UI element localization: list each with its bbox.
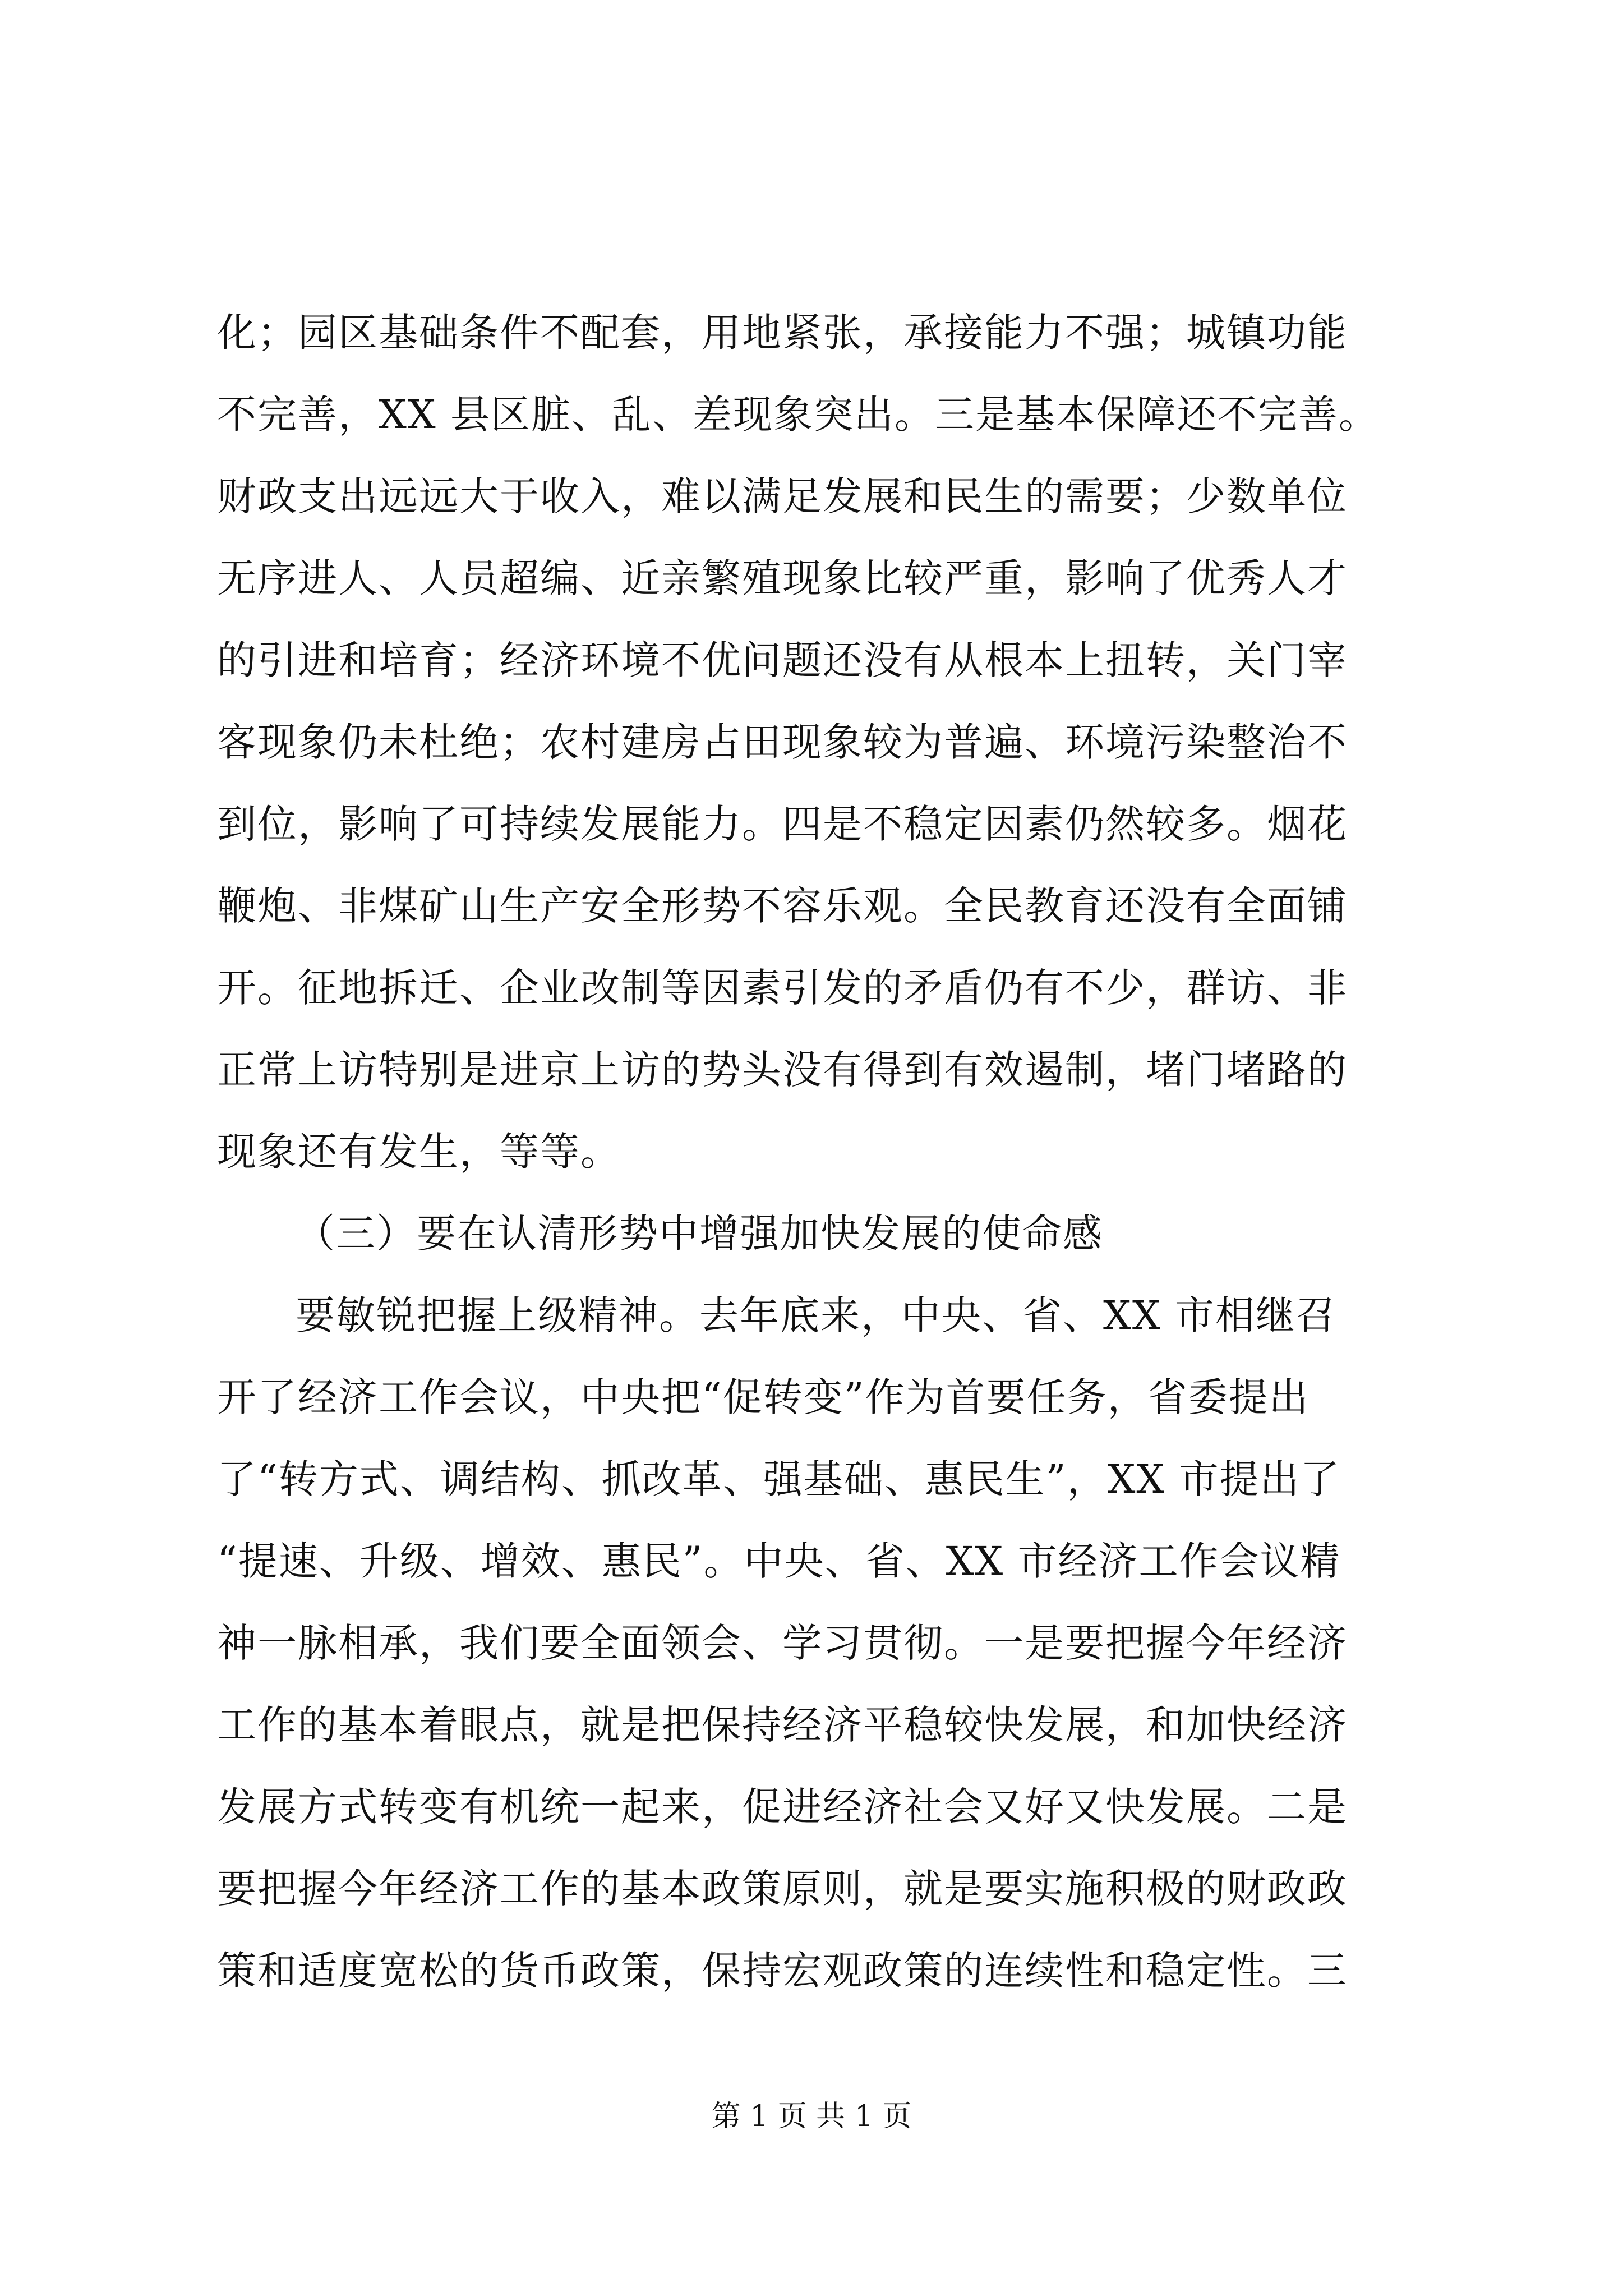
text-line: 神一脉相承，我们要全面领会、学习贯彻。一是要把握今年经济 <box>217 1620 1348 1666</box>
paragraph-first-line: 要敏锐把握上级精神。去年底来，中央、省、XX 市相继召 <box>296 1292 1336 1338</box>
text-line: 正常上访特别是进京上访的势头没有得到有效遏制，堵门堵路的 <box>217 1047 1348 1093</box>
text-line: 化；园区基础条件不配套，用地紧张，承接能力不强；城镇功能 <box>217 310 1348 356</box>
text-line: 了“转方式、调结构、抓改革、强基础、惠民生”，XX 市提出了 <box>217 1456 1341 1502</box>
text-line: 开。征地拆迁、企业改制等因素引发的矛盾仍有不少，群访、非 <box>217 965 1348 1011</box>
text-line: 工作的基本着眼点，就是把保持经济平稳较快发展，和加快经济 <box>217 1702 1348 1748</box>
body-text <box>217 292 1406 2012</box>
text-line: 客现象仍未杜绝；农村建房占田现象较为普遍、环境污染整治不 <box>217 719 1348 765</box>
text-line: 无序进人、人员超编、近亲繁殖现象比较严重，影响了优秀人才 <box>217 555 1348 601</box>
text-line: 现象还有发生，等等。 <box>217 1129 621 1175</box>
text-line: 的引进和培育；经济环境不优问题还没有从根本上扭转，关门宰 <box>217 637 1348 683</box>
text-line: 不完善，XX 县区脏、乱、差现象突出。三是基本保障还不完善。 <box>217 392 1379 438</box>
text-line: 开了经济工作会议，中央把“促转变”作为首要任务，省委提出 <box>217 1374 1310 1420</box>
page-footer: 第 1 页 共 1 页 <box>711 2100 912 2133</box>
text-line: 到位，影响了可持续发展能力。四是不稳定因素仍然较多。烟花 <box>217 801 1348 847</box>
text-line: 策和适度宽松的货币政策，保持宏观政策的连续性和稳定性。三 <box>217 1948 1348 1994</box>
text-line: 要把握今年经济工作的基本政策原则，就是要实施积极的财政政 <box>217 1866 1348 1912</box>
text-line: 发展方式转变有机统一起来，促进经济社会又好又快发展。二是 <box>217 1784 1348 1830</box>
text-line: 鞭炮、非煤矿山生产安全形势不容乐观。全民教育还没有全面铺 <box>217 883 1348 929</box>
text-line: “提速、升级、增效、惠民”。中央、省、XX 市经济工作会议精 <box>217 1538 1341 1584</box>
section-heading: （三）要在认清形势中增强加快发展的使命感 <box>296 1211 1103 1257</box>
text-line: 财政支出远远大于收入，难以满足发展和民生的需要；少数单位 <box>217 473 1348 519</box>
